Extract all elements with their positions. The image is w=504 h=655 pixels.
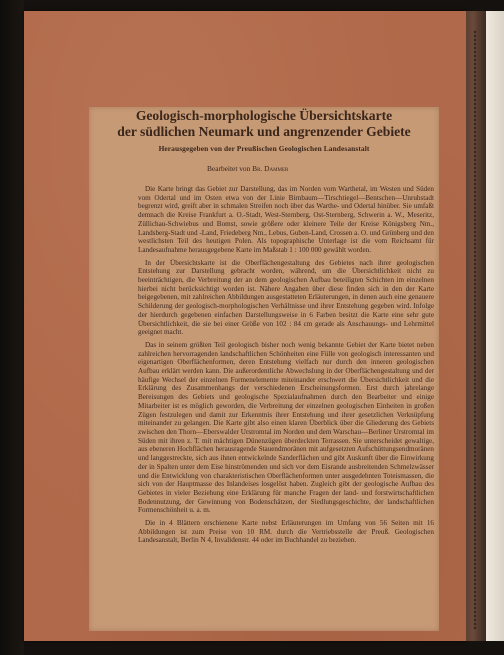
cover-page bbox=[24, 11, 466, 641]
editor-line bbox=[89, 164, 439, 173]
announcement-label bbox=[89, 107, 439, 631]
title-line-1: Geologisch-morphologische Übersichtskarte bbox=[135, 108, 393, 123]
title-line-2: der südlichen Neumark und angrenzender Gebiete bbox=[117, 124, 411, 139]
scan-background-left bbox=[0, 0, 24, 655]
body-paragraph: Die Karte bringt das Gebiet zur Darstellung, das im Norden vom Warthetal, im Westen und Süden vom Odertal und im Osten etwa von der Linie Birnbaum—Tirschtiegel—Bentschen—Unruhstadt begrenzt wird, greift aber in schmalen Streifen noch über das Warthe- und Odertal hinüber. Sie umfaßt demnach die Kreise Frankfurt a. O.-Stadt, West-Sternberg, Ost-Sternberg, Schwerin a. W., Meseritz, Züllichau-Schwiebus und Bomst, sowie größere oder kleinere Teile der Kreise Königsberg Nm., Landsberg-Stadt und -Land, Friedeberg Nm., Lebus, Guben-Land, Crossen a. O. und Grünberg und den westlichsten Teil des heutigen Polen. Als topographische Unterlage ist die vom Reichsamt für Landesaufnahme herausgegebene Karte im Maßstab 1 : 100 000 gewählt worden. bbox=[138, 185, 434, 254]
page-edge bbox=[486, 11, 504, 641]
document-body bbox=[138, 185, 434, 549]
body-paragraph: Die in 4 Blättern erschienene Karte nebst Erläuterungen im Umfang von 56 Seiten mit 16 Abbildungen ist zum Preise von 10 RM. durch die Vertriebsstelle der Preuß. Geologischen Landesanstalt, Berlin N 4, Invalidenstr. 44 oder im Buchhandel zu beziehen. bbox=[138, 519, 434, 545]
body-paragraph: Das in seinem größten Teil geologisch bisher noch wenig bekannte Gebiet der Karte bietet neben zahlreichen hervorragenden landschaftlichen Schönheiten eine Fülle von geologisch interessanten und eigenartigen Oberflächenformen, deren Entstehung vielfach nur durch den inneren geologischen Aufbau erklärt werden kann. Die außerordentliche Abwechslung in der Oberflächengestaltung und der häufige Wechsel der einzelnen Formenelemente miteinander erschwert die Übersichtlichkeit und die Erklärung des Zusammenhangs der verschiedenen Erscheinungsformen. Erst durch jahrelange Bereisungen des Gebiets und geologische Spezialaufnahmen durch den Bearbeiter und einige Mitarbeiter ist es möglich geworden, die Verbreitung der einzelnen geologischen Einheiten in großen Zügen festzulegen und damit zur Erkenntnis ihrer Entstehung und ihrer gesetzlichen Verknüpfung miteinander zu gelangen. Die Karte gibt also einen klaren Überblick über die Gliederung des Gebiets zwischen den Thorn—Eberswalder Urstromtal im Norden und dem Warschau—Berliner Urstromtal im Süden mit ihren z. T. mit mächtigen Dünenzügen überdeckten Terrassen. Sie unterscheidet gewaltige, aus ebeneren Hochflächen herausragende Stauendmoränen mit aufgesetzten Aufschüttungsendmoränen und langgestreckte, sich aus ihnen entwickelnde Sanderflächen und gibt Auskunft über die Einwirkung der in Spalten unter dem Eise hinströmenden und sich vor dem Eisrande ausbreitenden Schmelzwässer und die Entwicklung von charakteristischen Oberflächenformen unter ausgedehnten Toteismassen, die sich von der Hauptmasse des Inlandeises losgelöst haben. Zugleich gibt der geologische Aufbau des Gebietes in vieler Beziehung eine Erklärung für manche Fragen der land- und forstwirtschaftlichen Bodennutzung, der Gewinnung von Bodenschätzen, der Siedlungsgeschichte, der landschaftlichen Formenschönheit u. a. m. bbox=[138, 340, 434, 515]
editor-name: Br. Dammer bbox=[252, 164, 289, 173]
document-title bbox=[89, 107, 439, 140]
document-subtitle: Herausgegeben von der Preußischen Geologischen Landesanstalt bbox=[158, 144, 370, 153]
spine-binding-holes bbox=[472, 30, 478, 630]
editor-prefix: Bearbeitet von bbox=[207, 164, 251, 173]
body-paragraph: In der Übersichtskarte ist die Oberflächengestaltung des Gebietes nach ihrer geologischen Entstehung zur Darstellung gebracht worden, während, um die Übersichtlichkeit nicht zu beeinträchtigen, die Verbreitung der an dem geologischen Aufbau beteiligten Schichten im einzelnen hierbei nicht berücksichtigt worden ist. Nähere Angaben über diese finden sich in den der Karte beigegebenen, mit zahlreichen Abbildungen ausgestatteten Erläuterungen, in denen auch eine genauere Schilderung der geologisch-morphologischen Verhältnisse und ihrer Entstehung gegeben wird. Infolge der hierdurch gegebenen einfachen Darstellungsweise in 6 Farben besitzt die Karte eine sehr gute Übersichtlichkeit, die sie bei einer Größe von 102 : 84 cm gerade als Anschauungs- und Lehrmittel geeignet macht. bbox=[138, 258, 434, 337]
